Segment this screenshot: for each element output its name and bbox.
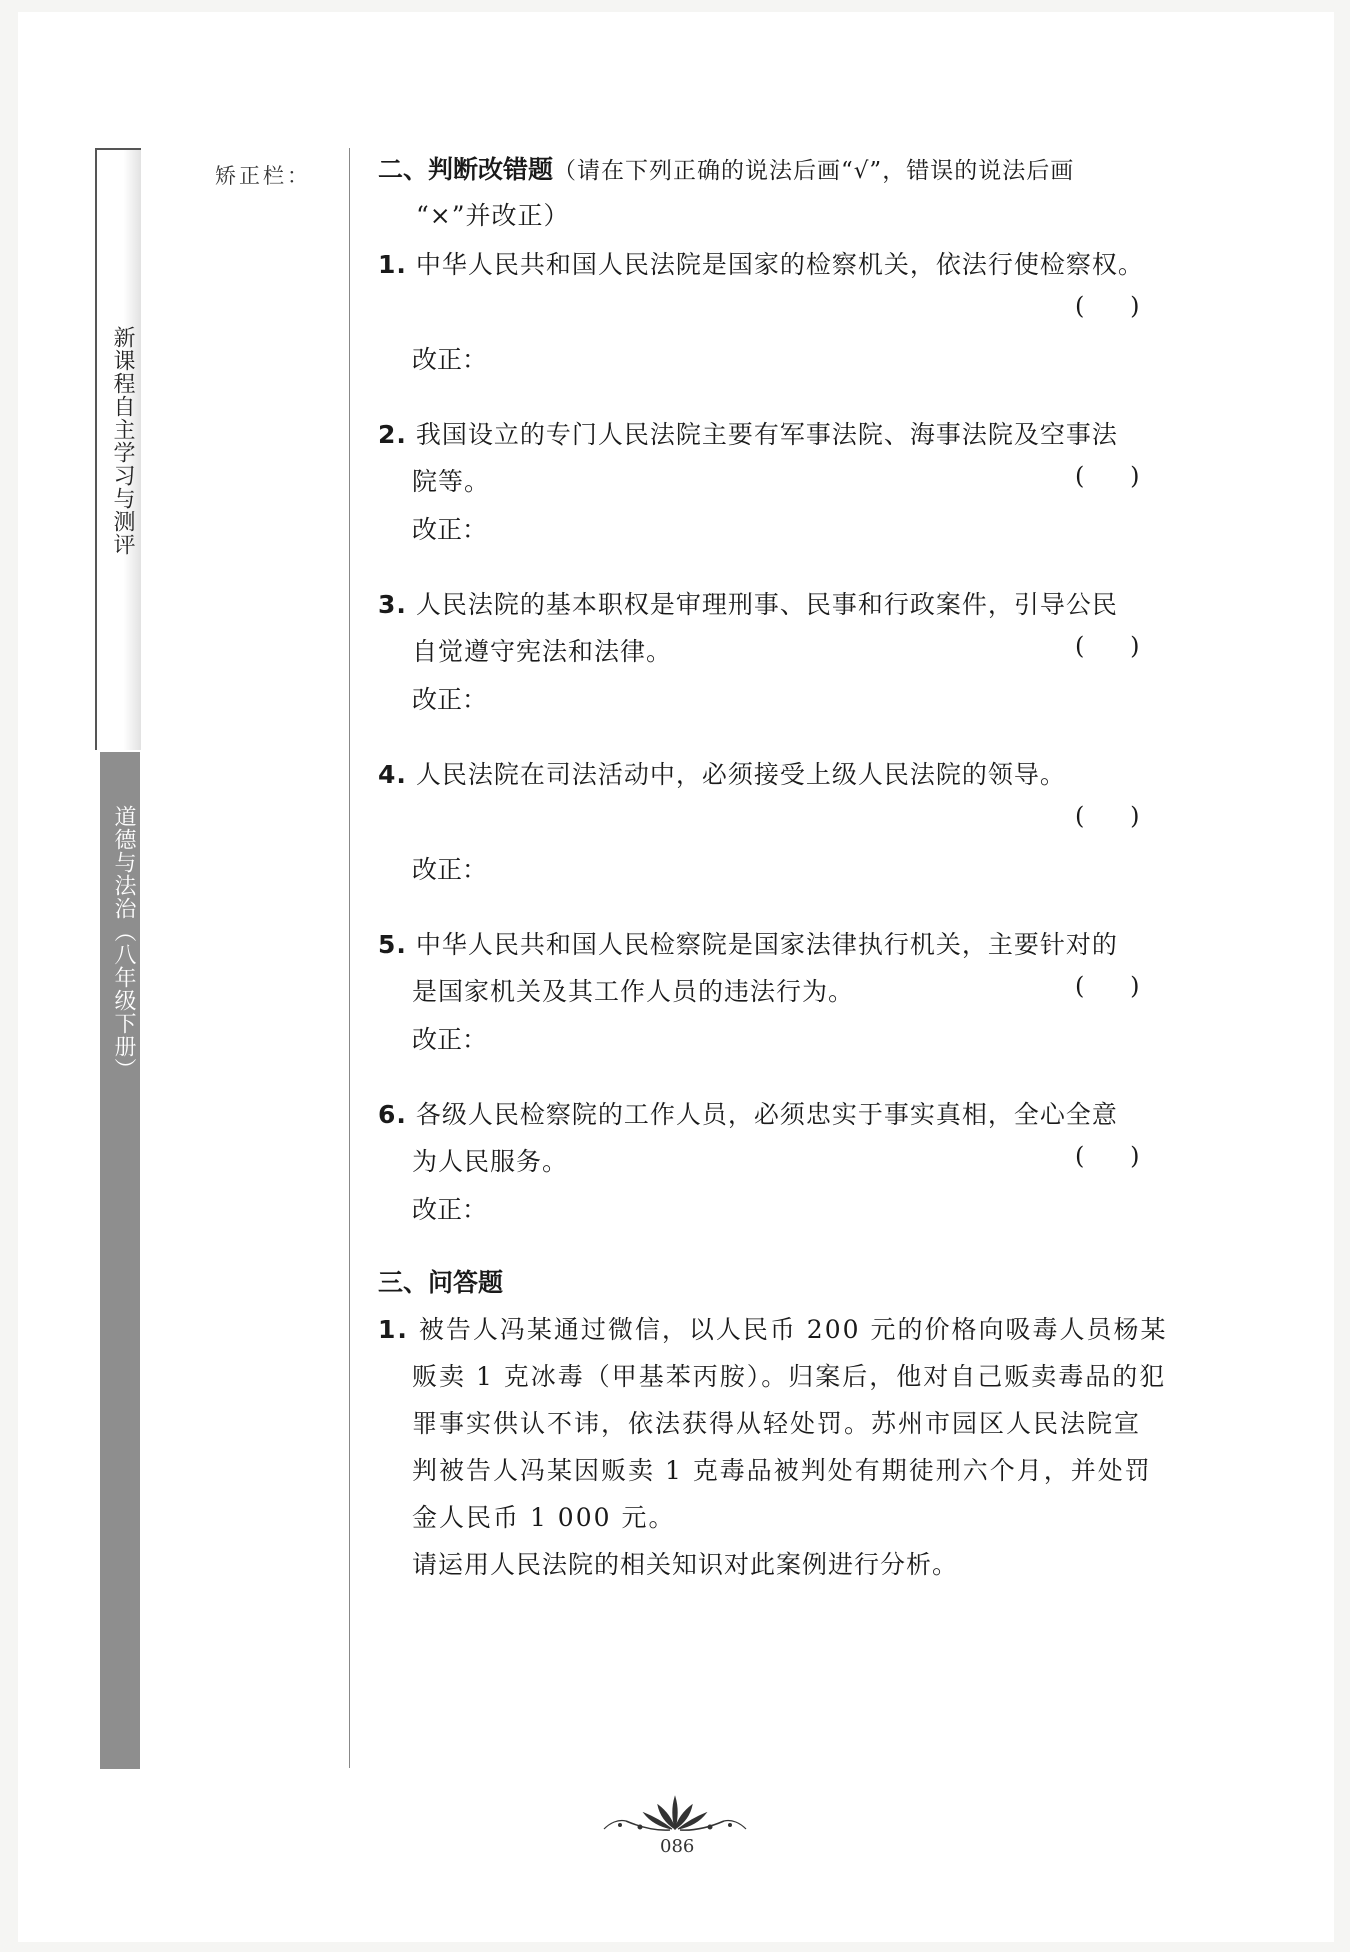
- correction-label: 改正：: [412, 1195, 488, 1224]
- question-text: 为人民服务。: [412, 1147, 569, 1176]
- question-3: [378, 585, 1118, 621]
- question-1: [378, 245, 1144, 281]
- question-4: [378, 755, 1066, 791]
- question-number: 1.: [378, 1315, 409, 1344]
- answer-parentheses[interactable]: ( ): [1075, 292, 1140, 320]
- correction-label: 改正：: [412, 685, 488, 714]
- page-number: 086: [660, 1836, 695, 1857]
- question-text: 是国家机关及其工作人员的违法行为。: [412, 977, 855, 1006]
- question-text: 各级人民检察院的工作人员，必须忠实于事实真相，全心全意: [415, 1100, 1118, 1129]
- section2-instruction-1: （请在下列正确的说法后画“√”，错误的说法后画: [553, 158, 1075, 184]
- answer-parentheses[interactable]: ( ): [1075, 802, 1140, 830]
- question-number: 3.: [378, 590, 407, 619]
- question-text: 我国设立的专门人民法院主要有军事法院、海事法院及空事法: [415, 420, 1118, 449]
- answer-parentheses[interactable]: ( ): [1075, 462, 1140, 490]
- correction-label: 改正：: [412, 345, 488, 374]
- correction-column-label: 矫正栏：: [215, 164, 311, 188]
- essay-question: [378, 1310, 1167, 1346]
- answer-parentheses[interactable]: ( ): [1075, 1142, 1140, 1170]
- essay-line: 判被告人冯某因贩卖 1 克毒品被判处有期徒刑六个月，并处罚: [412, 1456, 1152, 1485]
- question-number: 2.: [378, 420, 407, 449]
- question-number: 1.: [378, 250, 407, 279]
- essay-line: 罪事实供认不讳，依法获得从轻处罚。苏州市园区人民法院宣: [412, 1409, 1142, 1438]
- question-6: [378, 1095, 1118, 1131]
- question-number: 5.: [378, 930, 407, 959]
- book-title: 新课程自主学习与测评: [110, 326, 135, 556]
- answer-parentheses[interactable]: ( ): [1075, 972, 1140, 1000]
- subject-label: 道德与法治（八年级下册）: [111, 805, 136, 1081]
- correction-label: 改正：: [412, 515, 488, 544]
- floral-ornament-icon: [600, 1795, 750, 1835]
- section2-heading: [378, 150, 1074, 186]
- question-text: 自觉遵守宪法和法律。: [412, 637, 673, 666]
- essay-line: 贩卖 1 克冰毒（甲基苯丙胺）。归案后，他对自己贩卖毒品的犯: [412, 1362, 1167, 1391]
- essay-prompt: 请运用人民法院的相关知识对此案例进行分析。: [412, 1550, 959, 1579]
- question-text: 人民法院的基本职权是审理刑事、民事和行政案件，引导公民: [415, 590, 1118, 619]
- section2-instruction-2: “×”并改正）: [416, 201, 570, 230]
- margin-divider: [349, 148, 350, 1768]
- question-text: 中华人民共和国人民检察院是国家法律执行机关，主要针对的: [415, 930, 1118, 959]
- question-5: [378, 925, 1118, 961]
- question-text: 人民法院在司法活动中，必须接受上级人民法院的领导。: [415, 760, 1066, 789]
- answer-parentheses[interactable]: ( ): [1075, 632, 1140, 660]
- question-number: 4.: [378, 760, 407, 789]
- essay-line: 金人民币 1 000 元。: [412, 1503, 676, 1532]
- essay-line: 被告人冯某通过微信，以人民币 200 元的价格向吸毒人员杨某: [418, 1315, 1168, 1344]
- correction-label: 改正：: [412, 855, 488, 884]
- question-2: [378, 415, 1118, 451]
- question-text: 中华人民共和国人民法院是国家的检察机关，依法行使检察权。: [415, 250, 1144, 279]
- section2-title: 二、判断改错题: [378, 155, 554, 184]
- question-text: 院等。: [412, 467, 491, 496]
- question-number: 6.: [378, 1100, 407, 1129]
- section3-title: 三、问答题: [378, 1268, 504, 1297]
- correction-label: 改正：: [412, 1025, 488, 1054]
